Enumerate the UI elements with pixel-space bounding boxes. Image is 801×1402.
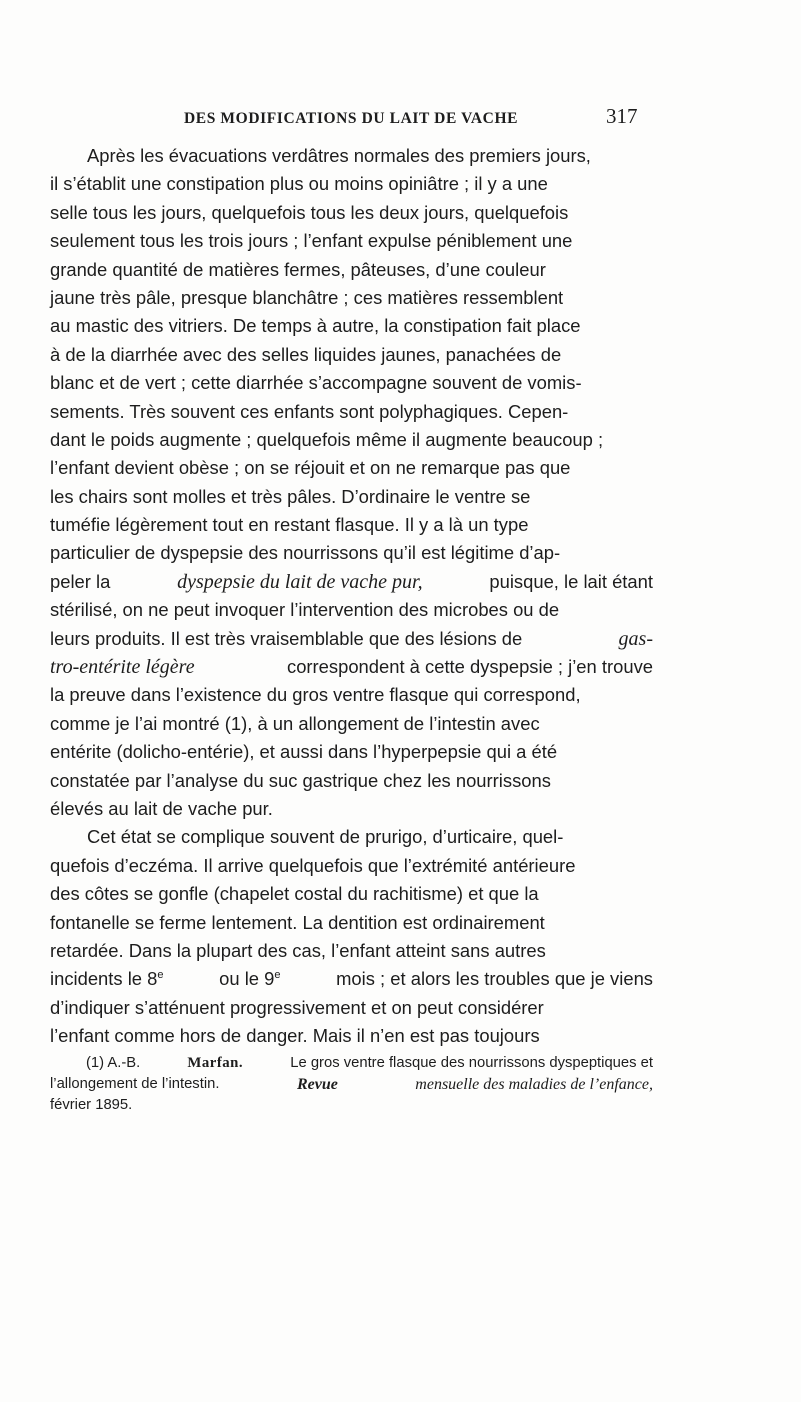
superscript: e xyxy=(274,969,281,982)
italic-term: dyspepsie du lait de vache pur, xyxy=(177,570,423,593)
italic-term: tro-entérite légère xyxy=(50,656,195,679)
text-line: grande quantité de matières fermes, pâteuses, d’une couleur xyxy=(50,258,546,280)
text-line: constatée par l’analyse du suc gastrique chez les nourrissons xyxy=(50,769,551,791)
running-head: DES MODIFICATIONS DU LAIT DE VACHE xyxy=(184,110,519,127)
text-line: particulier de dyspepsie des nourrissons qu’il est légitime d’ap- xyxy=(50,542,561,564)
text-line: au mastic des vitriers. De temps à autre, la constipation fait place xyxy=(50,315,581,337)
text-segment: puisque, le lait étant xyxy=(489,570,653,592)
footnote-line xyxy=(50,1074,653,1095)
text-line: les chairs sont molles et très pâles. D’ordinaire le ventre se xyxy=(50,485,531,507)
page-number: 317 xyxy=(606,104,638,128)
text-line: seulement tous les trois jours ; l’enfant expulse péniblement une xyxy=(50,230,573,252)
footnote-journal: mensuelle des maladies de l’enfance, xyxy=(415,1076,653,1093)
text-line: blanc et de vert ; cette diarrhée s’accompagne souvent de vomis- xyxy=(50,372,582,394)
text-segment: leurs produits. Il est très vraisemblable que des lésions de xyxy=(50,627,523,649)
text-line: l’enfant comme hors de danger. Mais il n’en est pas toujours xyxy=(50,1025,540,1047)
text-line xyxy=(50,568,653,596)
text-line: d’indiquer s’atténuent progressivement et on peut considérer xyxy=(50,996,544,1018)
footnote-journal: Revue xyxy=(296,1076,338,1093)
text-line xyxy=(50,653,653,681)
text-line: sements. Très souvent ces enfants sont polyphagiques. Cepen- xyxy=(50,400,569,422)
text-segment xyxy=(50,965,163,993)
footnote-author: Marfan. xyxy=(187,1055,244,1071)
text-segment: ou le 9 xyxy=(219,968,275,990)
text-line: Après les évacuations verdâtres normales des premiers jours, xyxy=(87,145,591,166)
italic-term: gas- xyxy=(618,627,653,650)
footnote-line xyxy=(50,1053,653,1074)
text-line: jaune très pâle, presque blanchâtre ; ces matières ressemblent xyxy=(50,286,564,308)
text-line: des côtes se gonfle (chapelet costal du rachitisme) et que la xyxy=(50,883,539,905)
text-line: il s’établit une constipation plus ou moins opiniâtre ; il y a une xyxy=(50,173,548,195)
footnote-text: l’allongement de l’intestin. xyxy=(50,1076,220,1092)
text-line: quefois d’eczéma. Il arrive quelquefois que l’extrémité antérieure xyxy=(50,854,576,876)
text-line: comme je l’ai montré (1), à un allongement de l’intestin avec xyxy=(50,712,540,734)
text-line: fontanelle se ferme lentement. La dentition est ordinairement xyxy=(50,911,545,933)
text-line xyxy=(50,625,653,653)
text-line: élevés au lait de vache pur. xyxy=(50,797,273,819)
text-line: tuméfie légèrement tout en restant flasque. Il y a là un type xyxy=(50,514,529,536)
text-segment: mois ; et alors les troubles que je viens xyxy=(336,968,653,990)
text-segment xyxy=(219,965,280,993)
footnote-marker: (1) A.-B. xyxy=(86,1055,141,1071)
text-segment: peler la xyxy=(50,570,111,592)
footnote-line: février 1895. xyxy=(50,1097,133,1113)
text-line: dant le poids augmente ; quelquefois même il augmente beaucoup ; xyxy=(50,428,604,450)
superscript: e xyxy=(157,969,164,982)
body-text xyxy=(50,142,653,1051)
text-line: la preuve dans l’existence du gros ventre flasque qui correspond, xyxy=(50,684,581,706)
text-line xyxy=(50,965,653,993)
text-line: Cet état se complique souvent de prurigo, d’urticaire, quel- xyxy=(87,826,564,848)
text-line: à de la diarrhée avec des selles liquides jaunes, panachées de xyxy=(50,343,562,365)
footnote xyxy=(50,1053,653,1116)
text-segment: correspondent à cette dyspepsie ; j’en trouve xyxy=(287,656,653,678)
text-line: selle tous les jours, quelquefois tous les deux jours, quelquefois xyxy=(50,201,569,223)
footnote-text: Le gros ventre flasque des nourrissons dyspeptiques et xyxy=(290,1055,653,1071)
text-line: retardée. Dans la plupart des cas, l’enfant atteint sans autres xyxy=(50,939,546,961)
text-line: entérite (dolicho-entérie), et aussi dans l’hyperpepsie qui a été xyxy=(50,741,558,763)
text-line: stérilisé, on ne peut invoquer l’intervention des microbes ou de xyxy=(50,599,560,621)
text-line: l’enfant devient obèse ; on se réjouit et on ne remarque pas que xyxy=(50,457,571,479)
text-segment: incidents le 8 xyxy=(50,968,158,990)
